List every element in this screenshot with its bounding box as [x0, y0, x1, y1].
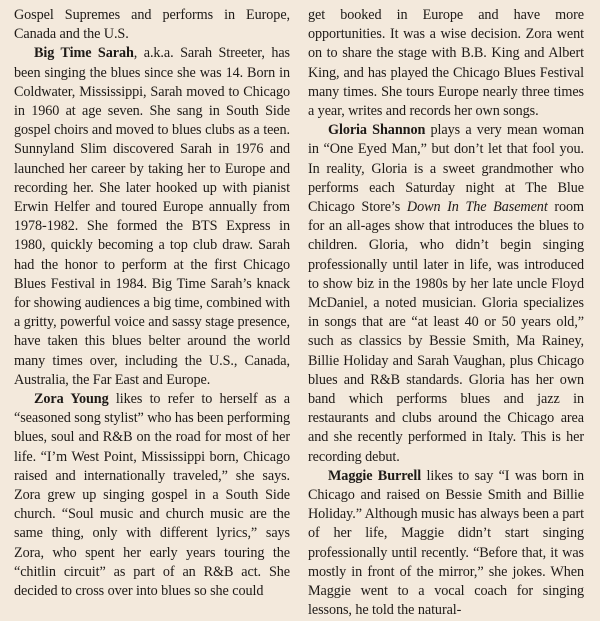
paragraph-gospel-supremes: [14, 6, 290, 44]
paragraph-text: Gospel Supremes and performs in Europe, Canada and the U.S.: [14, 7, 290, 43]
paragraph-text: likes to say “I was born in Chicago and raised on Bessie Smith and Billie Holiday.” Although music has always been a part of her life, Maggie didn’t start singing professionally until recently. “Before that, it was mostly in front of the mirror,” she jokes. When Maggie went to a vocal coach for singing lessons, he told the natural-: [308, 467, 584, 619]
right-column: [308, 6, 584, 621]
artist-name-maggie-burrell: Maggie Burrell: [328, 467, 422, 484]
artist-name-big-time-sarah: Big Time Sarah: [34, 45, 134, 62]
paragraph-zora-young: [14, 390, 290, 601]
paragraph-text: plays a very mean woman in “One Eyed Man,” but don’t let that fool you. In reality, Gloria is a sweet grandmother who performs each Saturday night at The Blue Chicago Store’s: [308, 122, 584, 216]
venue-room-name: Down In The Basement: [406, 199, 548, 216]
left-column: [14, 6, 290, 601]
paragraph-text: room for an all-ages show that introduces the blues to children. Gloria, who didn’t begin singing professionally until later in life, was introduced to show biz in the 1980s by her late uncle Floyd McDaniel, a noted musician. Gloria specializes in songs that are “at least 40 or 50 years old,” such as classics by Bessie Smith, Ma Rainey, Billie Holiday and Sarah Vaughan, plus Chicago blues and R&B standards. Gloria has her own band which performs blues and jazz in restaurants and clubs around the Chicago area and she recently performed in Italy. This is her recording debut.: [308, 199, 584, 465]
artist-name-gloria-shannon: Gloria Shannon: [328, 122, 426, 139]
paragraph-text: , a.k.a. Sarah Streeter, has been singing the blues since she was 14. Born in Coldwater, Mississippi, Sarah moved to Chicago in 1960 at age seven. She sang in South Side gospel choirs and moved to blues clubs as a teen. Sunnyland Slim discovered Sarah in 1976 and launched her career by taking her to Europe and recording her. She later hooked up with pianist Erwin Helfer and toured Europe annually from 1978-1982. She formed the BTS Express in 1980, quickly becoming a top club draw. Sarah had the honor to perform at the first Chicago Blues Festival in 1984. Big Time Sarah’s knack for showing audiences a big time, combined with a gritty, powerful voice and sassy stage presence, have taken this blues belter around the world many times over, including the U.S., Canada, Australia, the Far East and Europe.: [14, 45, 290, 388]
paragraph-text: likes to refer to herself as a “seasoned song stylist” who has been performing blues, soul and R&B on the road for most of her life. “I’m West Point, Mississippi born, Chicago raised and internationally traveled,” she says. Zora grew up singing gospel in a South Side church. “Soul music and church music are the same thing, only with different lyrics,” says Zora, who spent her early years touring the “chitlin circuit” as part of an R&B act. She decided to cross over into blues so she could: [14, 391, 290, 600]
paragraph-maggie-burrell: [308, 467, 584, 621]
paragraph-gloria-shannon: [308, 121, 584, 467]
paragraph-big-time-sarah: [14, 44, 290, 390]
paragraph-zora-continued: [308, 6, 584, 121]
artist-name-zora-young: Zora Young: [34, 391, 109, 408]
paragraph-text: get booked in Europe and have more opportunities. It was a wise decision. Zora went on to share the stage with B.B. King and Albert King, and has played the Chicago Blues Festival many times. She tours Europe nearly three times a year, writes and records her own songs.: [308, 7, 584, 120]
